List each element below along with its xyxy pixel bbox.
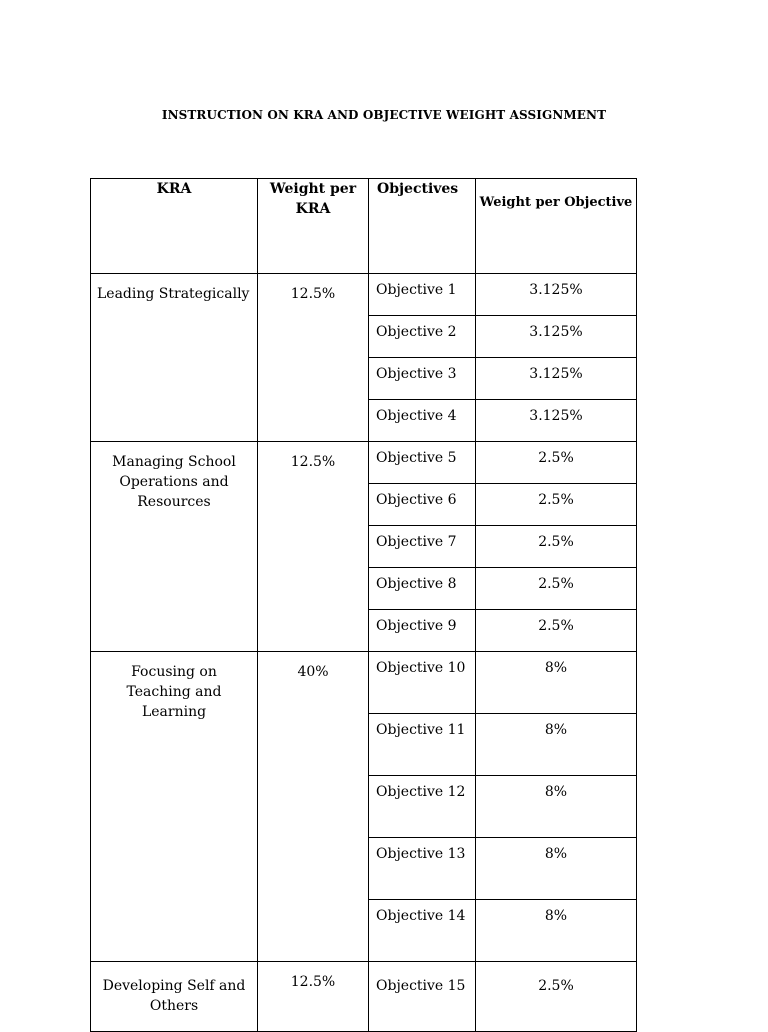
kra-cell: Focusing on Teaching and Learning bbox=[91, 652, 258, 962]
objective-weight-cell: 2.5% bbox=[476, 442, 637, 484]
objective-weight-cell: 8% bbox=[476, 776, 637, 838]
kra-weight-cell: 40% bbox=[258, 652, 369, 962]
header-weight-per-kra: Weight per KRA bbox=[258, 179, 369, 274]
document-title: INSTRUCTION ON KRA AND OBJECTIVE WEIGHT ASSIGNMENT bbox=[161, 108, 607, 122]
objective-weight-cell: 8% bbox=[476, 900, 637, 962]
objective-cell: Objective 2 bbox=[369, 316, 476, 358]
objective-cell: Objective 11 bbox=[369, 714, 476, 776]
table-row bbox=[91, 274, 637, 316]
table-row bbox=[91, 442, 637, 484]
objective-weight-cell: 2.5% bbox=[476, 962, 637, 1032]
header-row bbox=[91, 179, 637, 274]
table-body bbox=[91, 179, 637, 1032]
header-objectives: Objectives bbox=[369, 179, 476, 274]
table-row bbox=[91, 962, 637, 1032]
kra-weight-cell: 12.5% bbox=[258, 962, 369, 1032]
objective-weight-cell: 3.125% bbox=[476, 358, 637, 400]
kra-cell: Leading Strategically bbox=[91, 274, 258, 442]
header-kra: KRA bbox=[91, 179, 258, 274]
objective-weight-cell: 2.5% bbox=[476, 610, 637, 652]
objective-cell: Objective 6 bbox=[369, 484, 476, 526]
kra-weight-cell: 12.5% bbox=[258, 274, 369, 442]
objective-cell: Objective 9 bbox=[369, 610, 476, 652]
objective-cell: Objective 13 bbox=[369, 838, 476, 900]
objective-weight-cell: 2.5% bbox=[476, 526, 637, 568]
kra-weight-table bbox=[90, 178, 637, 1032]
objective-weight-cell: 3.125% bbox=[476, 316, 637, 358]
table-row bbox=[91, 652, 637, 714]
objective-cell: Objective 4 bbox=[369, 400, 476, 442]
objective-weight-cell: 3.125% bbox=[476, 274, 637, 316]
objective-cell: Objective 1 bbox=[369, 274, 476, 316]
objective-cell: Objective 3 bbox=[369, 358, 476, 400]
objective-cell: Objective 7 bbox=[369, 526, 476, 568]
objective-weight-cell: 3.125% bbox=[476, 400, 637, 442]
objective-cell: Objective 14 bbox=[369, 900, 476, 962]
objective-cell: Objective 15 bbox=[369, 962, 476, 1032]
header-weight-per-objective: Weight per Objective bbox=[476, 179, 637, 274]
objective-cell: Objective 12 bbox=[369, 776, 476, 838]
objective-cell: Objective 8 bbox=[369, 568, 476, 610]
objective-cell: Objective 10 bbox=[369, 652, 476, 714]
objective-weight-cell: 8% bbox=[476, 838, 637, 900]
objective-weight-cell: 2.5% bbox=[476, 568, 637, 610]
objective-cell: Objective 5 bbox=[369, 442, 476, 484]
objective-weight-cell: 8% bbox=[476, 652, 637, 714]
objective-weight-cell: 8% bbox=[476, 714, 637, 776]
kra-cell: Managing School Operations and Resources bbox=[91, 442, 258, 652]
kra-weight-cell: 12.5% bbox=[258, 442, 369, 652]
objective-weight-cell: 2.5% bbox=[476, 484, 637, 526]
kra-cell: Developing Self and Others bbox=[91, 962, 258, 1032]
